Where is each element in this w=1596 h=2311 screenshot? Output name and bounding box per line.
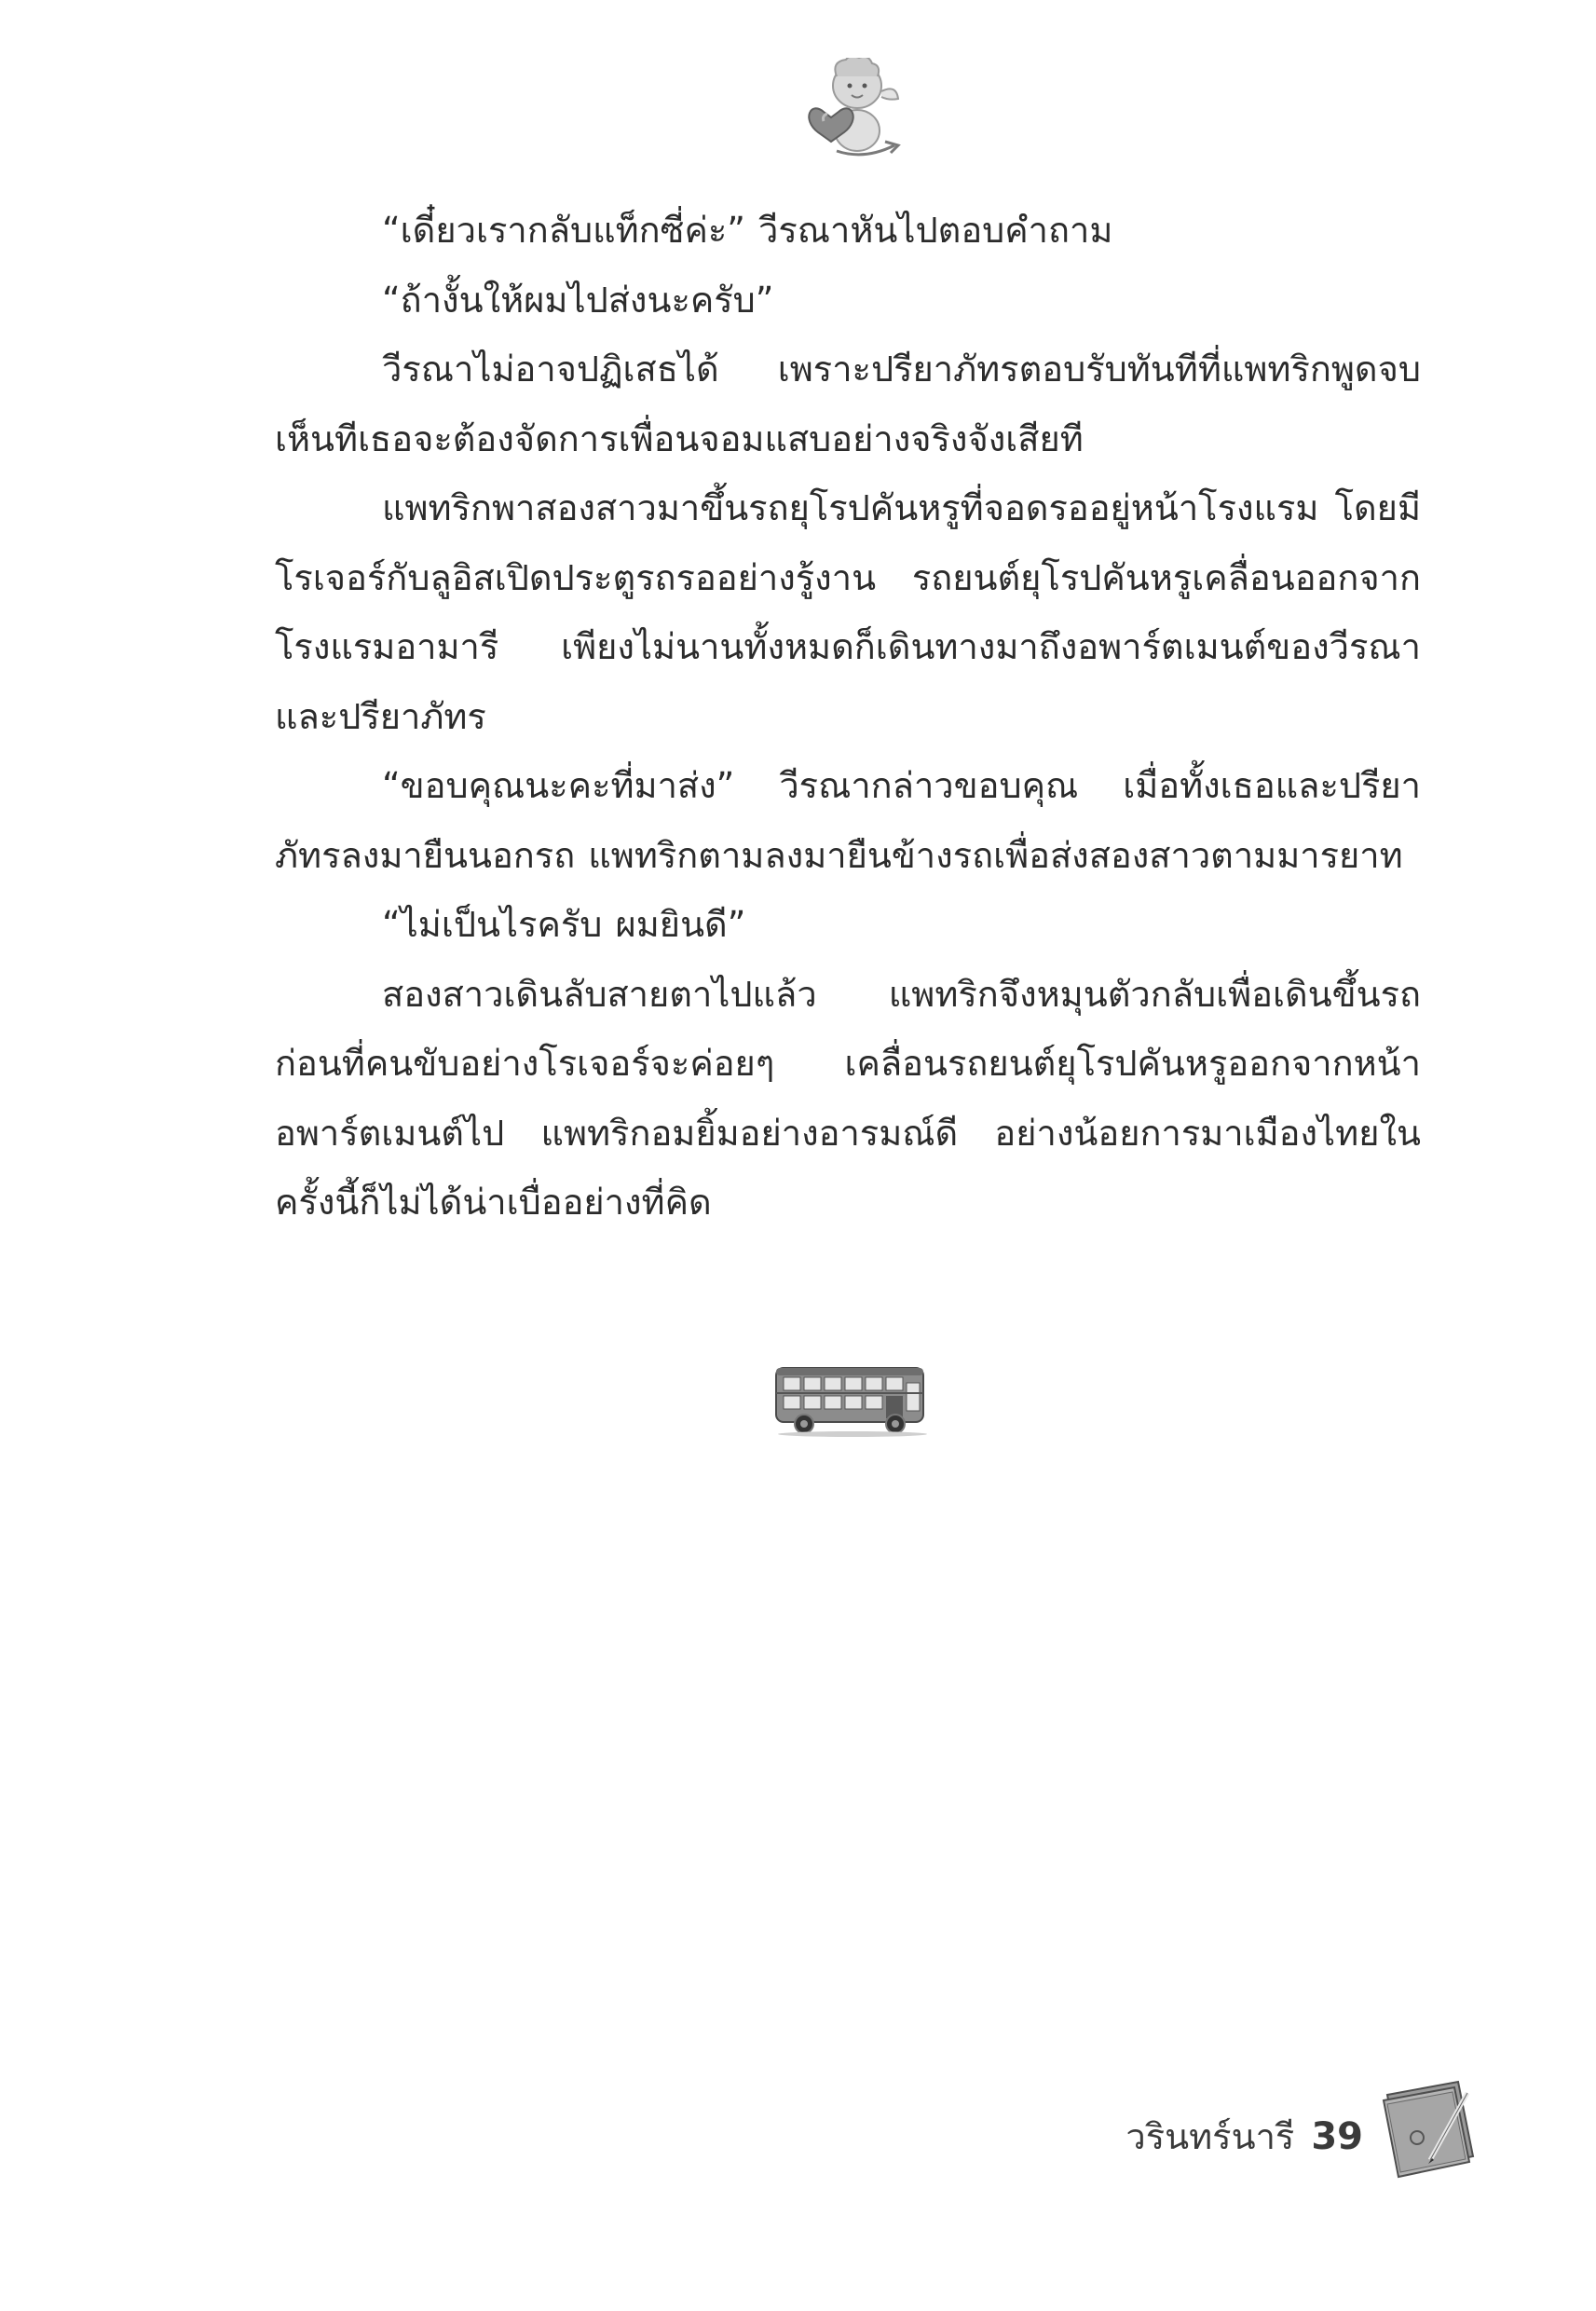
page-number: 39 (1311, 2115, 1363, 2158)
double-decker-bus-icon (769, 1362, 936, 1437)
paragraph-3: วีรณาไม่อาจปฏิเสธได้ เพราะปรียาภัทรตอบรับทันทีที่แพทริกพูดจบ เห็นทีเธอจะต้องจัดการเพื่อนจอมแสบอย่างจริงจังเสียที (275, 349, 1421, 459)
paragraph-4: แพทริกพาสองสาวมาขึ้นรถยุโรปคันหรูที่จอดรออยู่หน้าโรงแรม โดยมีโรเจอร์กับลูอิสเปิดประตูรถรออย่างรู้งาน รถยนต์ยุโรปคันหรูเคลื่อนออกจากโรงแรมอามารี เพียงไม่นานทั้งหมดก็เดินทางมาถึงอพาร์ตเมนต์ของวีรณาและปรียาภัทร (275, 487, 1421, 737)
book-title: วรินทร์นารี (1125, 2116, 1295, 2157)
page-footer (1125, 2108, 1363, 2165)
paragraph-6: “ไม่เป็นไรครับ ผมยินดี” (382, 904, 746, 945)
story-text (275, 196, 1421, 1238)
paragraph-2: “ถ้างั้นให้ผมไปส่งนะครับ” (382, 279, 774, 321)
notebook-icon (1374, 2076, 1479, 2179)
cupid-icon (799, 58, 902, 162)
paragraph-5: “ขอบคุณนะคะที่มาส่ง” วีรณากล่าวขอบคุณ เมื่อทั้งเธอและปรียาภัทรลงมายืนนอกรถ แพทริกตามลงมายืนข้างรถเพื่อส่งสองสาวตามมารยาท (275, 765, 1421, 876)
paragraph-7: สองสาวเดินลับสายตาไปแล้ว แพทริกจึงหมุนตัวกลับเพื่อเดินขึ้นรถ ก่อนที่คนขับอย่างโรเจอร์จะค่อยๆ เคลื่อนรถยนต์ยุโรปคันหรูออกจากหน้าอพาร์ตเมนต์ไป แพทริกอมยิ้มอย่างอารมณ์ดี อย่างน้อยการมาเมืองไทยในครั้งนี้ก็ไม่ได้น่าเบื่ออย่างที่คิด (275, 973, 1421, 1223)
paragraph-1: “เดี๋ยวเรากลับแท็กซี่ค่ะ” วีรณาหันไปตอบคำถาม (382, 210, 1113, 251)
